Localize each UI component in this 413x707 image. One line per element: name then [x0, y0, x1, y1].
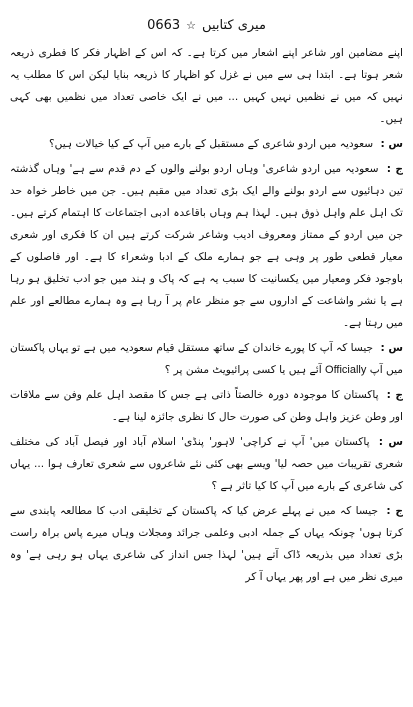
- question-paragraph: [10, 431, 403, 497]
- answer-paragraph: [10, 384, 403, 428]
- answer-marker: ج :: [386, 505, 403, 517]
- page-title: میری کتابیں: [202, 17, 266, 33]
- answer-paragraph: [10, 158, 403, 334]
- star-icon: ☆: [186, 18, 197, 32]
- paragraph-text: جیسا کہ آپ کا پورے خاندان کے ساتھ مستقل قیام سعودیہ میں ہے تو یہاں پاکستان میں آپ: [10, 342, 403, 376]
- answer-marker: ج :: [386, 389, 403, 401]
- paragraph-text: جیسا کہ میں نے پہلے عرض کیا کہ پاکستان کے تخلیقی ادب کا مطالعہ پابندی سے کرتا ہوں' چونکہ یہاں کے جملہ ادبی وعلمی جرائد ومجلات وہاں میرے پاس براہ راست بڑی تعداد میں بذریعہ ڈاک آتے ہیں' لہذا جس انداز کی شاعری یہاں ہو رہی ہے' وہ میری نظر میں ہے اور پھر یہاں آ کر: [10, 505, 403, 583]
- paragraph-text: سعودیہ میں اردو شاعری' وہاں اردو بولنے والوں کے دم قدم سے ہے' وہاں گذشتہ تین دہائیوں سے اردو بولنے والے ایک بڑی تعداد میں مقیم ہیں۔ جن میں خاطر خواہ حد تک اہل علم واہل ذوق ہیں۔ لہذا ہم وہاں باقاعدہ ادبی اجتماعات کا اہتمام کرتے ہیں۔ جن میں اردو کے ممتاز ومعروف ادیب وشاعر شرکت کرتے ہیں ان کا فکری اور شعری معیار قطعی طور پر وہی ہے جو ہمارے ملک کے ادبا وشعراء کا ہے۔ اور فاصلوں کے باوجود فکر ومعیار میں یکسانیت کا سبب یہ ہے کہ پاک و ہند میں جو ادب تخلیق ہو رہا ہے یا نشر واشاعت کے اداروں سے جو منظر عام پر آ رہا ہے وہ ہمارے مطالعے اور علم میں رہتا ہے۔: [10, 163, 403, 329]
- paragraph-text: پاکستان میں' آپ نے کراچی' لاہور' پنڈی' اسلام آباد اور فیصل آباد کی مختلف شعری تقریبات میں حصہ لیا' ویسے بھی کئی نئے شاعروں سے شعری تعارف ہوا ... یہاں کی شاعری کے بارے میں آپ کا کیا تاثر ہے ؟: [10, 436, 403, 492]
- question-marker: س :: [380, 342, 403, 354]
- answer-marker: ج :: [386, 163, 404, 175]
- paragraph-text: اپنے مضامین اور شاعر اپنے اشعار میں کرتا ہے۔ کہ اس کے اظہار فکر کا فطری ذریعہ شعر ہوتا ہے۔ ابتدا ہی سے میں نے غزل کو اظہار کا ذریعہ بنایا لیکن اس کا مطلب یہ نہیں کہ میں نے نظمیں نہیں کہیں ... میں نے ایک خاصی تعداد میں نظمیں بھی کہی ہیں۔: [10, 47, 403, 125]
- paragraph-text-tail: آئے ہیں یا کسی پرائیویٹ مشن پر ؟: [164, 364, 322, 376]
- question-marker: س :: [380, 138, 403, 150]
- paragraph-text: سعودیہ میں اردو شاعری کے مستقبل کے بارے میں آپ کے کیا خیالات ہیں؟: [49, 138, 374, 150]
- question-paragraph: [10, 337, 403, 381]
- page-header: [10, 14, 403, 36]
- question-paragraph: [10, 133, 403, 155]
- interview-text: [10, 42, 403, 588]
- intro-paragraph: [10, 42, 403, 130]
- paragraph-text: پاکستان کا موجودہ دورہ خالصتاً ذاتی ہے جس کا مقصد اہل علم وفن سے ملاقات اور وطن عزیز واہل وطن کی صورت حال کا نظری جائزہ لینا ہے۔: [10, 389, 403, 423]
- answer-paragraph: [10, 500, 403, 588]
- question-marker: س :: [378, 436, 404, 448]
- latin-word: Officially: [325, 364, 367, 376]
- page-number: 0663: [147, 17, 181, 33]
